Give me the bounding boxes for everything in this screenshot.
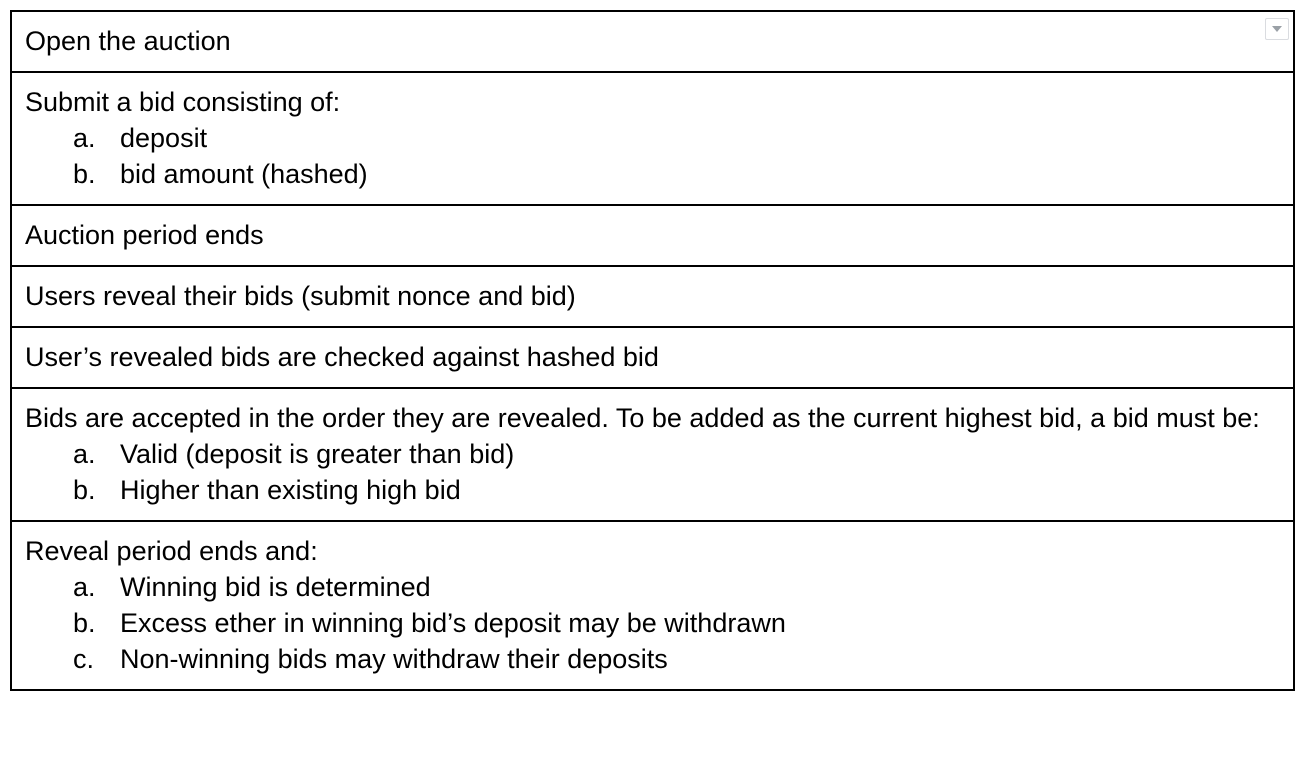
step-text: Submit a bid consisting of: [25,87,341,117]
list-item-text: bid amount (hashed) [120,159,368,189]
sub-list [25,569,1280,677]
sub-list [25,120,1280,192]
list-marker: a. [73,572,96,602]
table-cell [11,327,1294,388]
table-row [11,205,1294,266]
table-cell [11,72,1294,205]
list-item [25,605,1280,641]
list-item [25,436,1280,472]
list-item [25,472,1280,508]
table-row [11,327,1294,388]
step-text: Open the auction [25,26,231,56]
list-marker: c. [73,644,95,674]
list-item-text: Excess ether in winning bid’s deposit may be withdrawn [120,608,786,638]
list-item [25,120,1280,156]
list-item [25,156,1280,192]
chevron-down-icon [1272,26,1282,32]
table-row [11,388,1294,521]
sub-list [25,436,1280,508]
step-text: Auction period ends [25,220,264,250]
list-marker: a. [73,439,96,469]
list-item-text: Valid (deposit is greater than bid) [120,439,515,469]
table-cell [11,521,1294,690]
list-marker: b. [73,159,96,189]
list-marker: b. [73,475,96,505]
table-cell [11,205,1294,266]
list-marker: a. [73,123,96,153]
list-item-text: Non-winning bids may withdraw their deposits [120,644,668,674]
step-text: Bids are accepted in the order they are revealed. To be added as the current highest bid, a bid must be: [25,403,1260,433]
table-cell [11,11,1294,72]
list-item [25,569,1280,605]
table-row [11,266,1294,327]
table-row [11,72,1294,205]
table-cell [11,266,1294,327]
list-item-text: Winning bid is determined [120,572,431,602]
auction-steps-table [10,10,1295,691]
table-row [11,521,1294,690]
list-marker: b. [73,608,96,638]
table-cell [11,388,1294,521]
step-text: Users reveal their bids (submit nonce and bid) [25,281,576,311]
step-text: Reveal period ends and: [25,536,318,566]
list-item [25,641,1280,677]
list-item-text: Higher than existing high bid [120,475,461,505]
table-row [11,11,1294,72]
list-item-text: deposit [120,123,208,153]
dropdown-button[interactable] [1265,18,1289,40]
step-text: User’s revealed bids are checked against hashed bid [25,342,659,372]
